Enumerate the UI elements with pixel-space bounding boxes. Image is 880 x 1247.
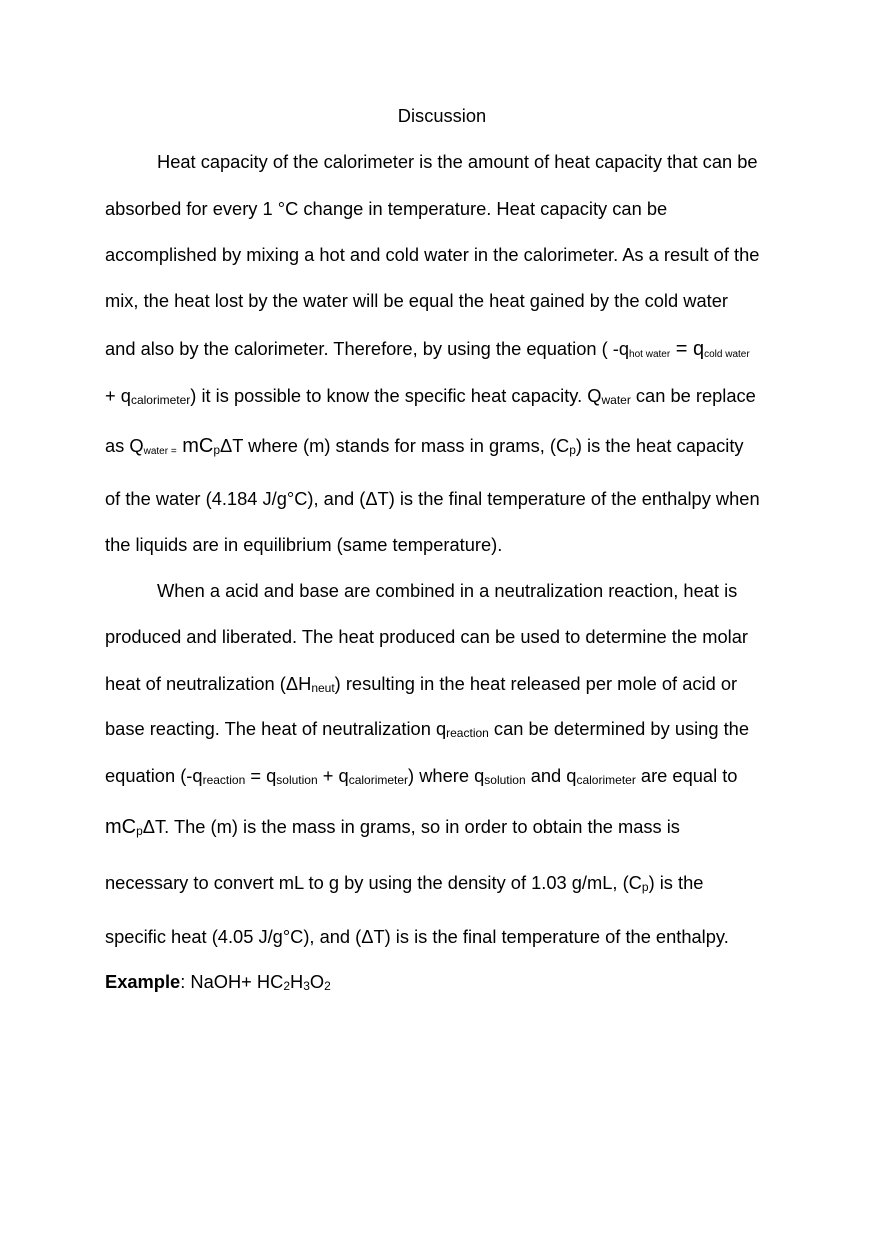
text-segment: mC xyxy=(176,435,214,457)
subscript: p xyxy=(136,824,143,838)
paragraph-1-line-7 xyxy=(105,435,744,457)
text-segment: : NaOH+ HC xyxy=(180,971,284,992)
text-segment: O xyxy=(309,971,325,992)
example-line xyxy=(105,971,331,993)
paragraph-2-line-3 xyxy=(105,673,737,695)
text-segment: ) is the heat capacity xyxy=(575,435,744,456)
subscript: solution xyxy=(484,773,526,787)
text-segment: = q xyxy=(245,765,277,786)
subscript: solution xyxy=(276,773,318,787)
page-title: Discussion xyxy=(397,105,487,126)
paragraph-1-line-8: of the water (4.184 J/g°C), and (ΔT) is the final temperature of the enthalpy when xyxy=(105,488,760,509)
text-segment: ΔT. The (m) is the mass in grams, so in order to obtain the mass is xyxy=(142,816,680,837)
paragraph-1-line-5 xyxy=(105,338,750,360)
text-segment: necessary to convert mL to g by using the density of 1.03 g/mL, (C xyxy=(105,872,642,893)
paragraph-1-line-4: mix, the heat lost by the water will be equal the heat gained by the cold water xyxy=(105,290,728,311)
text-segment: mC xyxy=(105,816,137,838)
text-segment: equation (-q xyxy=(105,765,203,786)
text-segment: ) is the xyxy=(648,872,704,893)
subscript: p xyxy=(213,443,221,457)
subscript: p xyxy=(641,880,649,894)
paragraph-2-line-8: specific heat (4.05 J/g°C), and (ΔT) is is the final temperature of the enthalpy. xyxy=(105,926,729,947)
paragraph-2-line-2: produced and liberated. The heat produced can be used to determine the molar xyxy=(105,626,748,647)
subscript: p xyxy=(569,443,576,457)
text-segment: can be replace xyxy=(630,385,756,406)
paragraph-2-line-5 xyxy=(105,765,737,787)
subscript: hot water xyxy=(629,349,671,360)
subscript: cold water xyxy=(704,349,750,360)
text-segment: + q xyxy=(105,385,131,406)
paragraph-1-line-3: accomplished by mixing a hot and cold water in the calorimeter. As a result of the xyxy=(105,244,760,265)
paragraph-1-line-9: the liquids are in equilibrium (same temperature). xyxy=(105,534,503,555)
paragraph-2-line-7 xyxy=(105,872,703,894)
text-segment: heat of neutralization (ΔH xyxy=(105,673,312,694)
subscript: reaction xyxy=(202,773,246,787)
text-segment: H xyxy=(290,971,304,992)
subscript: water xyxy=(601,393,631,407)
subscript: 2 xyxy=(283,979,290,993)
subscript: calorimeter xyxy=(348,773,409,787)
subscript: 2 xyxy=(324,979,331,993)
text-segment: and q xyxy=(525,765,577,786)
paragraph-1-line-1: Heat capacity of the calorimeter is the amount of heat capacity that can be xyxy=(157,151,758,172)
paragraph-2-line-1: When a acid and base are combined in a neutralization reaction, heat is xyxy=(157,580,738,601)
text-segment: ΔT where (m) stands for mass in grams, (C xyxy=(220,435,570,456)
text-segment: and also by the calorimeter. Therefore, by using the equation ( -q xyxy=(105,338,630,359)
subscript: calorimeter xyxy=(576,773,636,787)
text-segment: are equal to xyxy=(635,765,738,786)
paragraph-1-line-6 xyxy=(105,385,756,407)
text-segment: ) it is possible to know the specific heat capacity. Q xyxy=(190,385,602,406)
text-segment: + q xyxy=(317,765,349,786)
paragraph-1-line-2: absorbed for every 1 °C change in temperature. Heat capacity can be xyxy=(105,198,668,219)
example-label: Example xyxy=(105,971,181,992)
text-segment: as Q xyxy=(105,435,144,456)
text-segment: base reacting. The heat of neutralization q xyxy=(105,718,447,739)
text-segment: = q xyxy=(670,338,705,360)
text-segment: ) resulting in the heat released per mole of acid or xyxy=(334,673,738,694)
text-segment: ) where q xyxy=(408,765,485,786)
text-segment: can be determined by using the xyxy=(488,718,750,739)
subscript: 3 xyxy=(303,979,310,993)
paragraph-2-line-6 xyxy=(105,816,680,838)
subscript: neut xyxy=(311,681,335,695)
subscript: water = xyxy=(143,446,177,457)
subscript: reaction xyxy=(446,726,489,740)
subscript: calorimeter xyxy=(130,393,191,407)
paragraph-2-line-4 xyxy=(105,718,749,740)
